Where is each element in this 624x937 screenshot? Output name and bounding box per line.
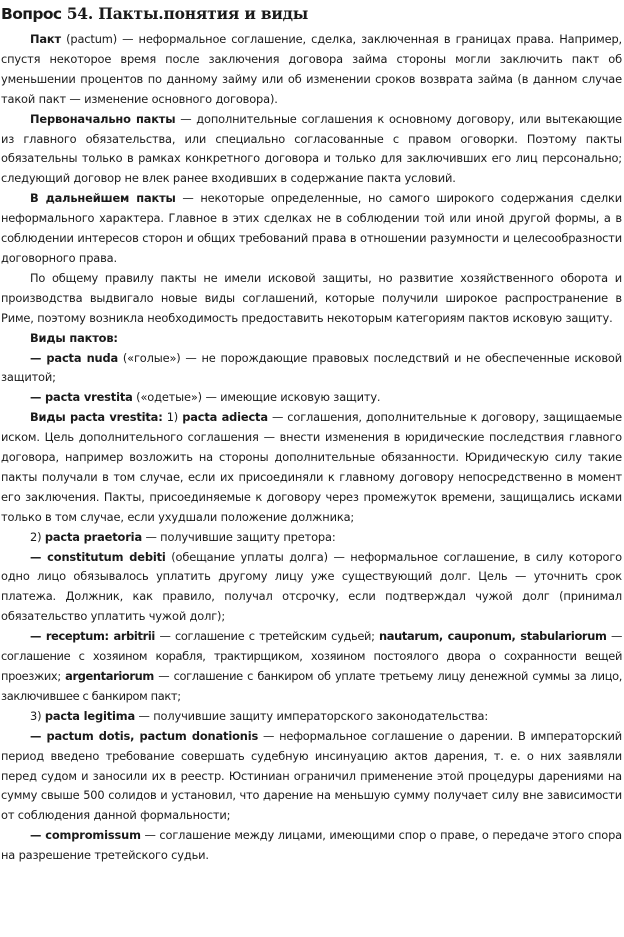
paragraph-text: — получившие защиту императорского законодательства: (135, 708, 489, 723)
list-number: 2) (30, 529, 45, 544)
term-pacta-praetoria: pacta praetoria (44, 529, 142, 544)
term-nautarum: nautarum, cauponum, stabulariorum (379, 629, 607, 644)
paragraph-text: — соглашение между лицами, имеющими спор о праве, о передаче этого спора на разрешение третейского судьи. (1, 828, 622, 863)
term-argentariorum: argentariorum (65, 669, 154, 683)
term-pacta-nuda: — pacta nuda (30, 350, 119, 365)
paragraph-text: — получившие защиту претора: (141, 529, 336, 544)
term-original-pacts: Первоначально пакты (30, 111, 176, 126)
list-number: 1) (162, 410, 183, 425)
paragraph-text: («голые») — не порождающие правовых последствий и не обеспеченные исковой защитой; (1, 350, 622, 385)
paragraph-text: (обещание уплаты долга) — неформальное соглашение, в силу которого одно лицо обязывалось уплатить другому лицу уже существующий долг. Цель — уточнить срок платежа. Должник, как правило, получал отсрочку, если подтверждал чужой долг (принимал обязательство уплатить чужой долг); (1, 549, 623, 624)
paragraph-text: — соглашение с третейским судьей; (154, 629, 380, 644)
paragraph-compromissum (1, 826, 622, 866)
heading-vrestita-types: Виды pacta vrestita: (30, 410, 163, 425)
paragraph-text: — неформальное соглашение о дарении. В императорский период введено требование совершать судебную инсинуацию актов дарения, т. е. о них заявляли перед судом и заносили их в реестр. Юстиниан ограничил применение этой процедуры дарениями на сумму свыше 500 солидов и установил, что дарение на меньшую сумму получает силу вне зависимости от соблюдения данной формальности; (1, 728, 622, 823)
paragraph-general-rule (1, 269, 622, 329)
paragraph-text: — соглашения, дополнительные к договору, защищаемые иском. Цель дополнительного соглашения — внести изменения в юридические последствия главного договора, например возложить на стороны дополнительные обязанности. Юридическую силу такие пакты получали в том случае, если их присоединяли к главному договору непосредственно в момент его заключения. Пакты, присоединяемые к договору через промежуток времени, защищались исками только в том случае, если ухудшали положение должника; (1, 410, 622, 524)
heading-pact-types: Виды пактов: (30, 330, 118, 345)
paragraph-text: (pactum) — неформальное соглашение, сделка, заключенная в границах права. Например, спустя некоторое время после заключения договора займа стороны могли заключить пакт об уменьшении процентов по данному займу или об изменении сроков возврата займа (в данном случае такой пакт — изменение основного договора). (1, 32, 622, 106)
term-pacta-adiecta: pacta adiecta (182, 410, 268, 425)
paragraph-pacta-legitima (1, 707, 622, 727)
list-number: 3) (30, 708, 45, 723)
paragraph-pact-types-heading (1, 329, 622, 349)
term-pactum-dotis: — pactum dotis, pactum donationis (30, 728, 259, 743)
paragraph-text: («одетые») — имеющие исковую защиту. (132, 390, 381, 405)
paragraph-text: — соглашение с хозяином корабля, трактирщиком, хозяином постоялого двора о сохранности вещей проезжих; (1, 629, 622, 683)
paragraph-pacta-vrestita (1, 388, 622, 408)
page-title (1, 3, 624, 25)
term-pacta-vrestita: — pacta vrestita (30, 390, 133, 405)
title-rest: 54. Пакты.понятия и виды (66, 4, 309, 23)
term-receptum-arbitrii: — receptum: arbitrii (30, 629, 155, 644)
paragraph-later-pacts (1, 189, 622, 269)
paragraph-pactum-dotis (1, 727, 622, 827)
paragraph-pacta-praetoria (1, 528, 622, 548)
term-compromissum: — compromissum (30, 828, 141, 843)
paragraph-pacta-adiecta (1, 408, 622, 527)
paragraph-pact-definition (1, 30, 622, 110)
paragraph-receptum (1, 627, 622, 707)
paragraph-text: — дополнительные соглашения к основному договору, или вытекающие из главного обязательства, или специально согласованные с правом оговорки. Поэтому пакты обязательны только в рамках конкретного договора и только для заключивших его лиц персонально; следующий договор не влек ранее входивших в содержание пакта условий. (1, 111, 622, 186)
title-lead-word: Вопрос (1, 5, 62, 23)
paragraph-text: По общему правилу пакты не имели исковой защиты, но развитие хозяйственного оборота и производства выдвигало новые виды соглашений, которые получили широкое распространение в Риме, поэтому возникла необходимость предоставить некоторым категориям пактов исковую защиту. (1, 270, 622, 325)
paragraph-constitutum-debiti (1, 548, 622, 628)
term-constitutum-debiti: — constitutum debiti (30, 549, 166, 564)
paragraph-text: — некоторые определенные, но самого широкого содержания сделки неформального характера. Главное в этих сделках не в соблюдении той или иной другой формы, а в соблюдении интересов сторон и общих требований права в отношении разумности и целесообразности договорного права. (1, 191, 622, 265)
term-later-pacts: В дальнейшем пакты (30, 191, 176, 206)
paragraph-original-pacts (1, 110, 622, 190)
paragraph-text: — соглашение с банкиром об уплате третьему лицу денежной суммы за лицо, заключившее с банкиром пакт; (1, 669, 622, 703)
term-pacta-legitima: pacta legitima (44, 708, 136, 723)
term-pact: Пакт (30, 32, 61, 46)
paragraph-pacta-nuda (1, 349, 622, 389)
